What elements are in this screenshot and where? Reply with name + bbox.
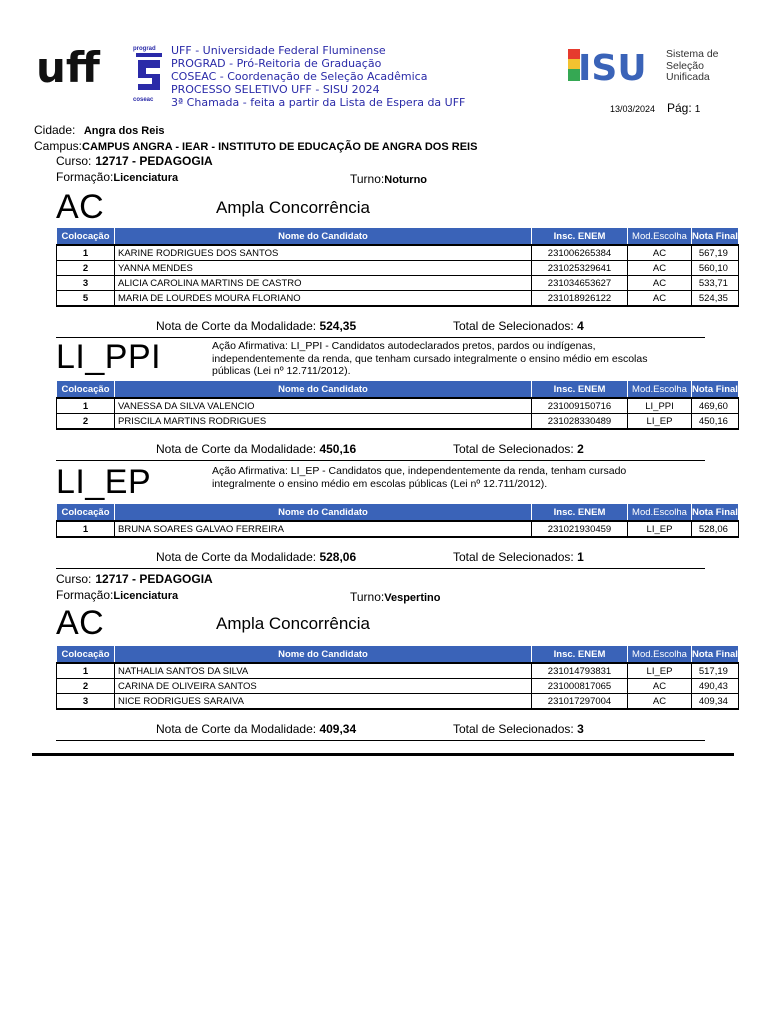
mod-escolha-cell: LI_EP xyxy=(628,521,692,537)
colocacao-cell: 1 xyxy=(57,521,115,537)
candidate-name-cell: VANESSA DA SILVA VALENCIO xyxy=(115,398,532,414)
nota-final-cell: 409,34 xyxy=(692,694,739,710)
results-table xyxy=(56,227,739,307)
nota-final-cell: 450,16 xyxy=(692,414,739,430)
turno-row-label: Turno: xyxy=(350,172,385,186)
uff-logo-text: uff xyxy=(36,44,100,92)
nota-final-cell: 490,43 xyxy=(692,679,739,694)
curso-row-label: Curso: xyxy=(56,572,92,586)
colocacao-cell: 2 xyxy=(57,261,115,276)
total-label: Total de Selecionados: xyxy=(453,722,574,736)
total-selecionados xyxy=(453,550,584,564)
enem-cell: 231009150716 xyxy=(532,398,628,414)
colocacao-cell: 1 xyxy=(57,398,115,414)
enem-cell: 231017297004 xyxy=(532,694,628,710)
nota-final-cell: 528,06 xyxy=(692,521,739,537)
turno-row-value: Noturno xyxy=(384,174,428,186)
colocacao-cell: 3 xyxy=(57,276,115,291)
prograd-logo-text: prograd xyxy=(133,46,156,52)
report-date: 13/03/2024 xyxy=(610,104,656,114)
header-line-2: PROGRAD - Pró-Reitoria de Graduação xyxy=(171,57,382,70)
enem-cell: 231025329641 xyxy=(532,261,628,276)
colocacao-cell: 2 xyxy=(57,414,115,430)
colocacao-cell: 5 xyxy=(57,291,115,307)
nota-final-cell: 567,19 xyxy=(692,245,739,261)
curso-row-label: Curso: xyxy=(56,154,92,168)
header-line-4: PROCESSO SELETIVO UFF - SISU 2024 xyxy=(171,83,380,96)
mod-escolha-cell: AC xyxy=(628,291,692,307)
turno-row xyxy=(350,170,427,188)
table-row xyxy=(57,521,739,537)
table-row xyxy=(57,291,739,307)
column-header: Nota Final xyxy=(692,228,739,246)
modality-code: LI_PPI xyxy=(56,338,162,376)
column-header: Insc. ENEM xyxy=(532,228,628,246)
modality-code: LI_EP xyxy=(56,463,152,501)
table-row xyxy=(57,398,739,414)
sisu-caption-line: Sistema de xyxy=(666,48,719,60)
candidate-name-cell: MARIA DE LOURDES MOURA FLORIANO xyxy=(115,291,532,307)
turno-row-value: Vespertino xyxy=(384,592,441,604)
turno-row-label: Turno: xyxy=(350,590,385,604)
total-value: 3 xyxy=(577,722,584,736)
table-row xyxy=(57,663,739,679)
enem-cell: 231014793831 xyxy=(532,663,628,679)
nota-corte-value: 450,16 xyxy=(319,442,357,456)
column-header: Insc. ENEM xyxy=(532,646,628,664)
turno-row xyxy=(350,588,441,606)
candidate-name-cell: CARINA DE OLIVEIRA SANTOS xyxy=(115,679,532,694)
total-label: Total de Selecionados: xyxy=(453,442,574,456)
page-label: Pág: xyxy=(667,101,692,115)
page-bottom-rule xyxy=(32,753,734,756)
column-header: Insc. ENEM xyxy=(532,381,628,399)
total-value: 1 xyxy=(577,550,584,564)
nota-corte-value: 524,35 xyxy=(319,319,357,333)
formacao-row xyxy=(56,168,178,186)
sisu-caption-line: Seleção xyxy=(666,59,704,72)
formacao-row-label: Formação: xyxy=(56,588,114,602)
nota-final-cell: 533,71 xyxy=(692,276,739,291)
section-divider xyxy=(56,568,705,569)
nota-final-cell: 560,10 xyxy=(692,261,739,276)
modality-code: AC xyxy=(56,188,105,226)
mod-escolha-cell: AC xyxy=(628,245,692,261)
mod-escolha-cell: AC xyxy=(628,276,692,291)
column-header: Colocação xyxy=(57,381,115,399)
page-indicator xyxy=(667,101,700,115)
enem-cell: 231021930459 xyxy=(532,521,628,537)
column-header: Mod.Escolha xyxy=(628,504,692,522)
column-header: Colocação xyxy=(57,504,115,522)
formacao-row-value: Licenciatura xyxy=(113,590,179,602)
campus-value: CAMPUS ANGRA - IEAR - INSTITUTO DE EDUCAÇÃO DE ANGRA DOS REIS xyxy=(82,141,478,153)
table-row xyxy=(57,245,739,261)
candidate-name-cell: NICE RODRIGUES SARAIVA xyxy=(115,694,532,710)
table-header-row xyxy=(57,504,739,522)
modality-title: Ampla Concorrência xyxy=(216,614,371,633)
candidate-name-cell: PRISCILA MARTINS RODRIGUES xyxy=(115,414,532,430)
total-value: 2 xyxy=(577,442,584,456)
column-header: Nota Final xyxy=(692,646,739,664)
total-selecionados xyxy=(453,319,584,333)
column-header: Nota Final xyxy=(692,381,739,399)
nota-corte xyxy=(156,722,356,736)
column-header: Insc. ENEM xyxy=(532,504,628,522)
modality-description: Ação Afirmativa: LI_EP - Candidatos que, independentemente da renda, tenham cursado integralmente o ensino médio em escolas públicas (Lei nº 12.711/2012). xyxy=(212,465,627,490)
column-header: Nota Final xyxy=(692,504,739,522)
results-table xyxy=(56,503,739,538)
enem-cell: 231006265384 xyxy=(532,245,628,261)
header-line-3: COSEAC - Coordenação de Seleção Acadêmica xyxy=(171,70,428,83)
table-row xyxy=(57,414,739,430)
table-row xyxy=(57,276,739,291)
column-header: Mod.Escolha xyxy=(628,228,692,246)
results-table xyxy=(56,645,739,710)
candidate-name-cell: YANNA MENDES xyxy=(115,261,532,276)
nota-corte xyxy=(156,319,356,333)
enem-cell: 231034653627 xyxy=(532,276,628,291)
colocacao-cell: 2 xyxy=(57,679,115,694)
nota-final-cell: 517,19 xyxy=(692,663,739,679)
sisu-logo-text: ISU xyxy=(578,48,647,83)
curso-row-value: 12717 - PEDAGOGIA xyxy=(95,572,213,586)
table-row xyxy=(57,679,739,694)
candidate-name-cell: BRUNA SOARES GALVAO FERREIRA xyxy=(115,521,532,537)
curso-row-value: 12717 - PEDAGOGIA xyxy=(95,154,213,168)
campus-label: Campus: xyxy=(34,139,83,153)
formacao-row-label: Formação: xyxy=(56,170,114,184)
enem-cell: 231028330489 xyxy=(532,414,628,430)
header-line-1: UFF - Universidade Federal Fluminense xyxy=(171,44,386,57)
column-header: Nome do Candidato xyxy=(115,228,532,246)
prograd-coseac-logo xyxy=(132,44,166,104)
header-line-5: 3ª Chamada - feita a partir da Lista de Espera da UFF xyxy=(171,96,466,109)
section-divider xyxy=(56,460,705,461)
total-value: 4 xyxy=(577,319,584,333)
formacao-row-value: Licenciatura xyxy=(113,172,179,184)
mod-escolha-cell: AC xyxy=(628,679,692,694)
column-header: Mod.Escolha xyxy=(628,646,692,664)
coseac-logo-text: coseac xyxy=(133,97,154,103)
mod-escolha-cell: LI_EP xyxy=(628,663,692,679)
sisu-caption xyxy=(666,49,719,84)
colocacao-cell: 1 xyxy=(57,663,115,679)
total-label: Total de Selecionados: xyxy=(453,550,574,564)
column-header: Nome do Candidato xyxy=(115,381,532,399)
table-header-row xyxy=(57,381,739,399)
candidate-name-cell: NATHALIA SANTOS DA SILVA xyxy=(115,663,532,679)
uff-logo xyxy=(36,44,132,94)
modality-code: AC xyxy=(56,604,105,642)
mod-escolha-cell: AC xyxy=(628,261,692,276)
column-header: Mod.Escolha xyxy=(628,381,692,399)
cidade-value: Angra dos Reis xyxy=(83,125,165,137)
mod-escolha-cell: AC xyxy=(628,694,692,710)
modality-title: Ampla Concorrência xyxy=(216,198,371,217)
enem-cell: 231018926122 xyxy=(532,291,628,307)
mod-escolha-cell: LI_PPI xyxy=(628,398,692,414)
nota-corte-label: Nota de Corte da Modalidade: xyxy=(156,550,317,564)
nota-final-cell: 524,35 xyxy=(692,291,739,307)
total-selecionados xyxy=(453,442,584,456)
modality-description: Ação Afirmativa: LI_PPI - Candidatos autodeclarados pretos, pardos ou indígenas, independentemente da renda, que tenham cursado integralmente o ensino médio em escolas públicas (Lei nº 12.711/2012). xyxy=(212,340,648,377)
column-header: Colocação xyxy=(57,228,115,246)
table-header-row xyxy=(57,646,739,664)
nota-corte xyxy=(156,442,356,456)
nota-corte-label: Nota de Corte da Modalidade: xyxy=(156,722,317,736)
candidate-name-cell: ALICIA CAROLINA MARTINS DE CASTRO xyxy=(115,276,532,291)
nota-final-cell: 469,60 xyxy=(692,398,739,414)
section-divider xyxy=(56,740,705,741)
header-title-block xyxy=(171,44,465,109)
nota-corte-value: 409,34 xyxy=(319,722,357,736)
total-label: Total de Selecionados: xyxy=(453,319,574,333)
table-header-row xyxy=(57,228,739,246)
sisu-logo xyxy=(568,47,664,83)
nota-corte-label: Nota de Corte da Modalidade: xyxy=(156,442,317,456)
column-header: Colocação xyxy=(57,646,115,664)
results-table xyxy=(56,380,739,430)
column-header: Nome do Candidato xyxy=(115,504,532,522)
table-row xyxy=(57,261,739,276)
column-header: Nome do Candidato xyxy=(115,646,532,664)
page-number: 1 xyxy=(694,104,701,115)
cidade-label: Cidade: xyxy=(34,123,76,137)
enem-cell: 231000817065 xyxy=(532,679,628,694)
total-selecionados xyxy=(453,722,584,736)
mod-escolha-cell: LI_EP xyxy=(628,414,692,430)
table-row xyxy=(57,694,739,710)
candidate-name-cell: KARINE RODRIGUES DOS SANTOS xyxy=(115,245,532,261)
colocacao-cell: 1 xyxy=(57,245,115,261)
nota-corte-label: Nota de Corte da Modalidade: xyxy=(156,319,317,333)
nota-corte xyxy=(156,550,356,564)
colocacao-cell: 3 xyxy=(57,694,115,710)
nota-corte-value: 528,06 xyxy=(319,550,357,564)
sisu-caption-line: Unificada xyxy=(666,71,710,83)
formacao-row xyxy=(56,586,178,604)
